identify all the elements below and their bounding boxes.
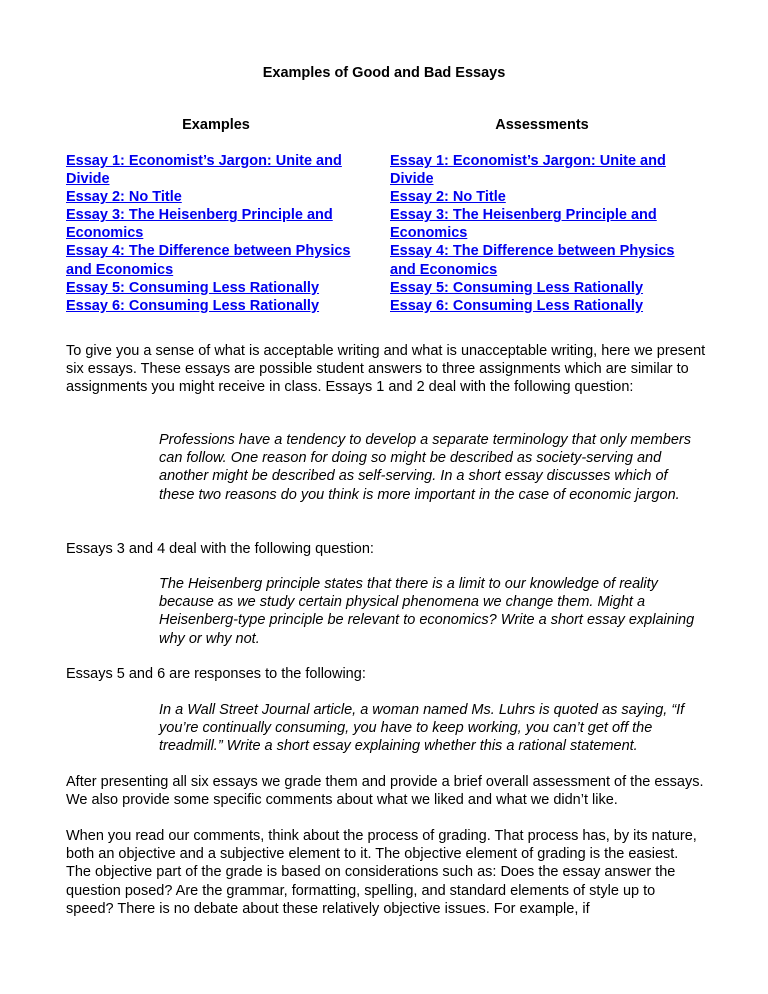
assessment-paragraph: After presenting all six essays we grade them and provide a brief overall assessment of the essays. We also provide some specific comments about what we liked and what we didn’t like. — [66, 774, 704, 809]
list-item — [66, 152, 366, 188]
list-item — [390, 188, 694, 206]
essays-5-6-lead: Essays 5 and 6 are responses to the following: — [66, 666, 366, 682]
examples-column-header: Examples — [182, 117, 250, 133]
example-essay-6-link[interactable]: Essay 6: Consuming Less Rationally — [66, 297, 320, 314]
list-item — [390, 152, 694, 188]
assessment-essay-3-link[interactable]: Essay 3: The Heisenberg Principle and Economics — [390, 207, 657, 242]
list-item — [390, 206, 694, 242]
list-item — [390, 297, 694, 315]
example-essay-4-link[interactable]: Essay 4: The Difference between Physics and Economics — [66, 243, 351, 278]
assessments-link-list — [390, 152, 694, 315]
assessment-essay-5-link[interactable]: Essay 5: Consuming Less Rationally — [390, 279, 644, 296]
list-item — [66, 297, 366, 315]
list-item — [66, 279, 366, 297]
assessment-essay-2-link[interactable]: Essay 2: No Title — [390, 189, 506, 206]
intro-paragraph: To give you a sense of what is acceptable writing and what is unacceptable writing, here we present six essays. These essays are possible student answers to three assignments which are similar to assignments you might receive in class. Essays 1 and 2 deal with the following question: — [66, 343, 706, 396]
question-1-quote: Professions have a tendency to develop a separate terminology that only members can follow. One reason for doing so might be described as society-serving and another might be described as self-serving. In a short essay discusses which of these two reasons do you think is more important in the case of economic jargon. — [159, 432, 691, 503]
example-essay-2-link[interactable]: Essay 2: No Title — [66, 189, 182, 206]
assessment-essay-6-link[interactable]: Essay 6: Consuming Less Rationally — [390, 297, 644, 314]
assessment-essay-4-link[interactable]: Essay 4: The Difference between Physics and Economics — [390, 243, 675, 278]
example-essay-1-link[interactable]: Essay 1: Economist’s Jargon: Unite and Divide — [66, 153, 342, 188]
list-item — [390, 279, 694, 297]
list-item — [390, 242, 694, 278]
list-item — [66, 188, 366, 206]
essays-3-4-lead: Essays 3 and 4 deal with the following question: — [66, 541, 374, 557]
question-3-quote: In a Wall Street Journal article, a woman named Ms. Luhrs is quoted as saying, “If you’re continually consuming, you have to keep working, you can’t get off the treadmill.” Write a short essay explaining whether this a rational statement. — [159, 702, 685, 755]
question-2-quote: The Heisenberg principle states that there is a limit to our knowledge of reality because as we study certain physical phenomena we change them. Might a Heisenberg-type principle be relevant to economics? Write a short essay explaining why or why not. — [159, 576, 695, 647]
assessment-essay-1-link[interactable]: Essay 1: Economist’s Jargon: Unite and Divide — [390, 153, 666, 188]
page-title: Examples of Good and Bad Essays — [262, 65, 506, 81]
list-item — [66, 242, 366, 278]
assessments-column-header: Assessments — [495, 117, 589, 133]
example-essay-3-link[interactable]: Essay 3: The Heisenberg Principle and Economics — [66, 207, 333, 242]
grading-paragraph: When you read our comments, think about the process of grading. That process has, by its nature, both an objective and a subjective element to it. The objective element of grading is the easiest. The objective part of the grade is based on considerations such as: Does the essay answer the question posed? Are the grammar, formatting, spelling, and standard elements of style up to speed? There is no debate about these relatively objective issues. For example, if — [66, 828, 697, 917]
example-essay-5-link[interactable]: Essay 5: Consuming Less Rationally — [66, 279, 320, 296]
list-item — [66, 206, 366, 242]
examples-link-list — [66, 152, 366, 315]
